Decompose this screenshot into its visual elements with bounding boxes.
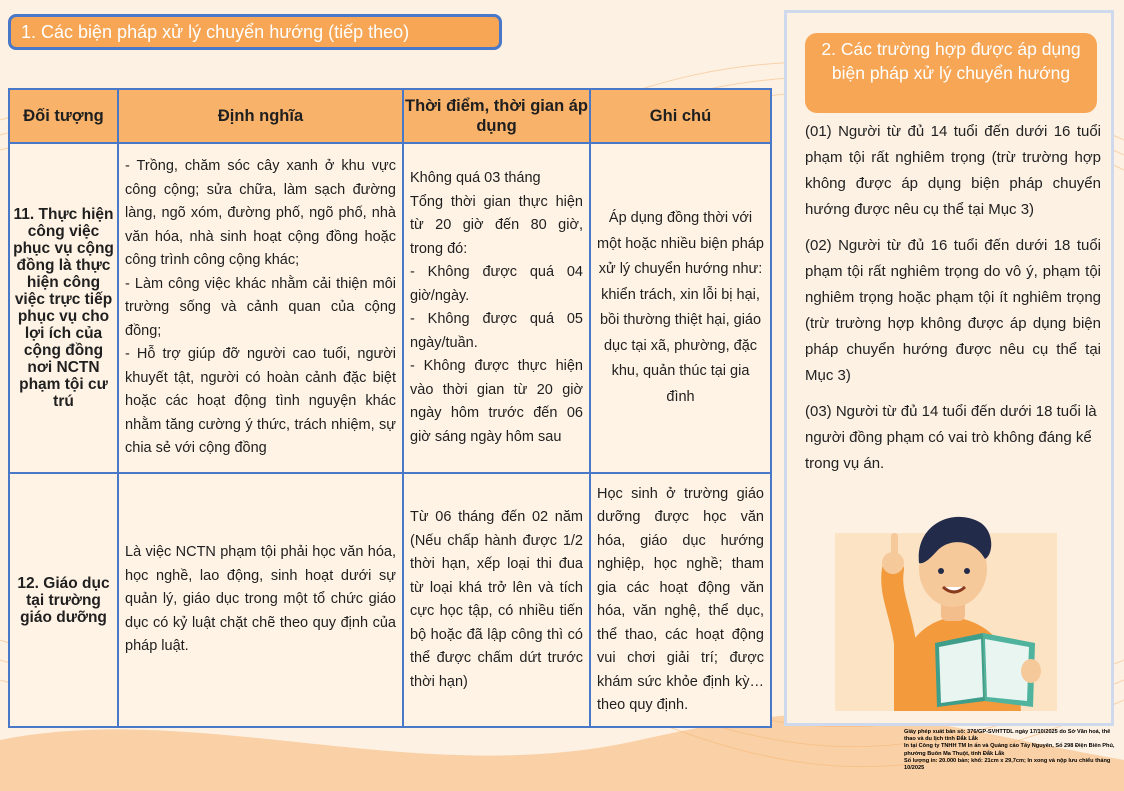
header-definition: Định nghĩa — [118, 89, 403, 143]
header-time: Thời điểm, thời gian áp dụng — [403, 89, 590, 143]
row-time: Không quá 03 tháng Tổng thời gian thực hiện từ 20 giờ đến 80 giờ, trong đó: - Không được quá 04 giờ/ngày. - Không được quá 05 ngày/tuần. - Không được thực hiện vào thời gian từ 20 giờ ngày hôm trước đến 06 giờ sáng ngày hôm sau — [403, 143, 590, 473]
row-object: 12. Giáo dục tại trường giáo dưỡng — [9, 473, 118, 727]
table-header-row — [9, 89, 771, 143]
section-title: 1. Các biện pháp xử lý chuyển hướng (tiếp theo) — [8, 14, 502, 50]
right-panel — [784, 10, 1114, 726]
table-row — [9, 143, 771, 473]
row-note: Áp dụng đồng thời với một hoặc nhiều biện pháp xử lý chuyển hướng như: khiển trách, xin lỗi bị hại, bồi thường thiệt hại, giáo dục tại xã, phường, đặc khu, quản thúc tại gia đình — [590, 143, 771, 473]
row-definition: Là việc NCTN phạm tội phải học văn hóa, học nghề, lao động, sinh hoạt dưới sự quản lý, giáo dục trong một tổ chức giáo dục có kỷ luật chặt chẽ theo quy định của pháp luật. — [118, 473, 403, 727]
row-object: 11. Thực hiện công việc phục vụ cộng đồng là thực hiện công việc trực tiếp phục vụ cho lợi ích của cộng đồng nơi NCTN phạm tội cư trú — [9, 143, 118, 473]
publication-imprint: Giấy phép xuất bản số: 376/GP-SVHTTDL ngày 17/10/2025 do Sở Văn hoá, thể thao và du lịch tỉnh Đắk Lắk In tại Công ty TNHH TM In ấn và Quảng cáo Tây Nguyên, Số 298 Điện Biên Phủ, phường Buôn Ma Thuột, tỉnh Đắk Lắk Số lượng in: 20.000 bản; khổ: 21cm x 29,7cm; In xong và nộp lưu chiểu tháng 10/2025 — [904, 729, 1115, 772]
header-note: Ghi chú — [590, 89, 771, 143]
table-row — [9, 473, 771, 727]
case-item: (03) Người từ đủ 14 tuổi đến dưới 18 tuổi là người đồng phạm có vai trò không đáng kể trong vụ án. — [805, 403, 1097, 472]
case-item: (02) Người từ đủ 16 tuổi đến dưới 18 tuổi phạm tội rất nghiêm trọng do vô ý, phạm tội nghiêm trọng hoặc phạm tội ít nghiêm trọng (trừ trường hợp không được áp dụng biện pháp chuyển hướng được nêu cụ thể tại Mục 3) — [805, 237, 1101, 384]
cases-list — [805, 119, 1101, 487]
right-panel-title: 2. Các trường hợp được áp dụng biện pháp xử lý chuyển hướng — [805, 33, 1097, 113]
student-reading-illustration-icon — [835, 493, 1057, 711]
measures-table — [8, 88, 772, 728]
row-note: Học sinh ở trường giáo dưỡng được học văn hóa, giáo dục hướng nghiệp, học nghề; tham gia các hoạt động văn hóa, văn nghệ, thể dục, thể thao, các hoạt động vui chơi giải trí; được khám sức khỏe định kỳ… theo quy định. — [590, 473, 771, 727]
header-object: Đối tượng — [9, 89, 118, 143]
case-item: (01) Người từ đủ 14 tuổi đến dưới 16 tuổi phạm tội rất nghiêm trọng (trừ trường hợp không được áp dụng biện pháp chuyển hướng được nêu cụ thể tại Mục 3) — [805, 123, 1101, 218]
row-definition: - Trồng, chăm sóc cây xanh ở khu vực công cộng; sửa chữa, làm sạch đường làng, ngõ xóm, đường phố, ngõ phố, nhà văn hóa, nhà sinh hoạt cộng đồng hoặc công trình công cộng khác; - Làm công việc khác nhằm cải thiện môi trường sống và cảnh quan của cộng đồng; - Hỗ trợ giúp đỡ người cao tuổi, người khuyết tật, người có hoàn cảnh đặc biệt hoặc các hoạt động tình nguyện khác nhằm tăng cường ý thức, trách nhiệm, sự chia sẻ với cộng đồng — [118, 143, 403, 473]
row-time: Từ 06 tháng đến 02 năm (Nếu chấp hành được 1/2 thời hạn, xếp loại thi đua từ loại khá trở lên và tích cực học tập, có nhiều tiến bộ hoặc đã lập công thì có thể được chấm dứt trước thời hạn) — [403, 473, 590, 727]
